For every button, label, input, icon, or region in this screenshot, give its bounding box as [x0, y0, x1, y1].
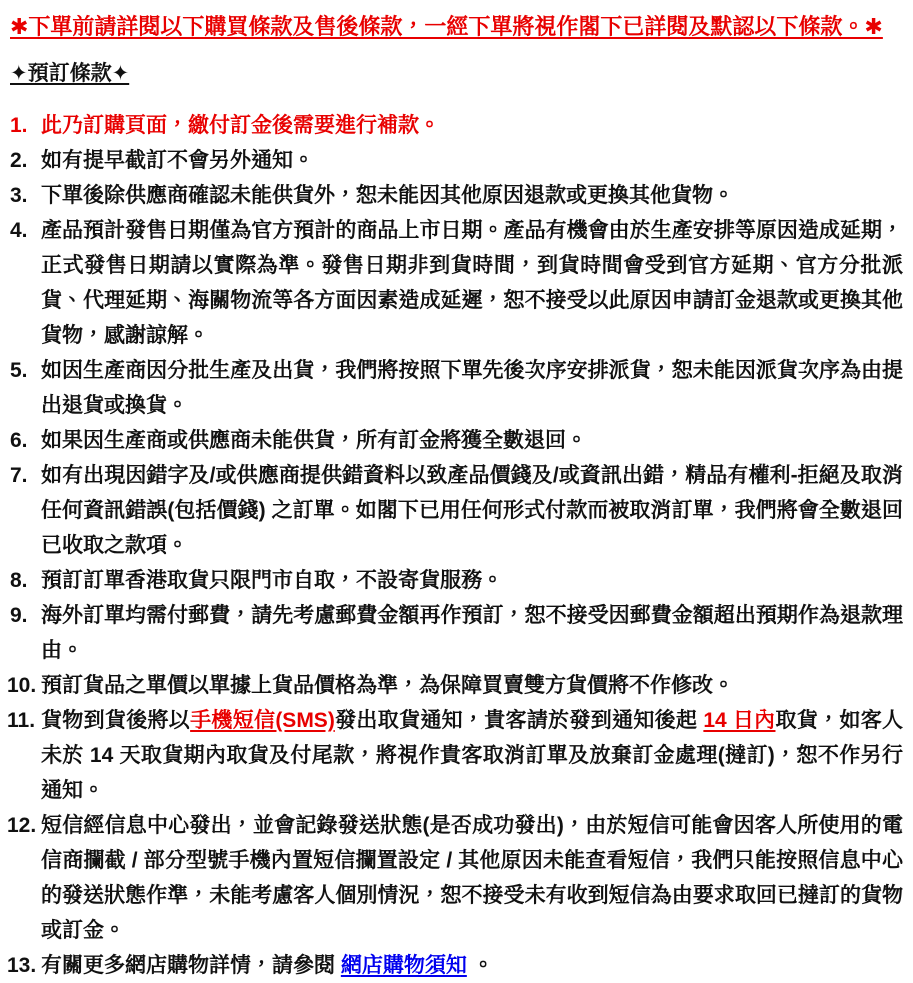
term-text-segment: 短信經信息中心發出，並會記錄發送狀態(是否成功發出)，由於短信可能會因客人所使用的電信商攔截 / 部分型號手機內置短信攔置設定 / 其他原因未能查看短信，我們只能按照信息中心的發送狀態作準，未能考慮客人個別情況，恕不接受未有收到短信為由要求取回已撻訂的貨物或訂金。	[41, 814, 903, 942]
red-underline-emphasis: 14 日內	[703, 709, 776, 732]
term-item	[10, 423, 905, 458]
term-item	[7, 703, 905, 808]
term-item	[10, 563, 905, 598]
term-item	[10, 353, 905, 423]
term-number: 9.	[10, 604, 28, 627]
term-item	[10, 598, 905, 668]
term-number: 8.	[10, 569, 28, 592]
term-text-segment: 此乃訂購頁面，繳付訂金後需要進行補款。	[41, 114, 440, 137]
term-number: 13.	[7, 954, 37, 977]
term-item	[7, 948, 905, 983]
term-number: 3.	[10, 184, 28, 207]
term-text	[41, 184, 734, 207]
term-text	[41, 149, 314, 172]
term-text-segment: 發出取貨通知，貴客請於發到通知後起	[334, 709, 704, 732]
term-text-segment: 海外訂單均需付郵費，請先考慮郵費金額再作預訂，恕不接受因郵費金額超出預期作為退款理由。	[41, 604, 903, 662]
term-text	[41, 814, 903, 942]
term-text	[41, 114, 440, 137]
term-number: 11.	[7, 709, 36, 732]
store-shopping-notice-link[interactable]: 網店購物須知	[340, 954, 467, 977]
pre-order-warning-banner: ✱下單前請詳閱以下購買條款及售後條款，一經下單將視作閣下已詳閱及默認以下條款。✱	[10, 14, 883, 39]
term-item	[7, 808, 905, 948]
term-text-segment: 如因生產商因分批生產及出貨，我們將按照下單先後次序安排派貨，恕未能因派貨次序為由提出退貨或換貨。	[41, 359, 903, 417]
term-text	[41, 359, 903, 417]
term-item	[10, 213, 905, 353]
term-text-segment: 產品預計發售日期僅為官方預計的商品上市日期。產品有機會由於生產安排等原因造成延期，正式發售日期請以實際為準。發售日期非到貨時間，到貨時間會受到官方延期、官方分批派貨、代理延期、海關物流等各方面因素造成延遲，恕不接受以此原因申請訂金退款或更換其他貨物，感謝諒解。	[41, 219, 903, 347]
section-title-text: ✦預訂條款✦	[10, 62, 130, 85]
term-text	[41, 464, 903, 557]
term-text-segment: 如果因生產商或供應商未能供貨，所有訂金將獲全數退回。	[41, 429, 587, 452]
term-number: 5.	[10, 359, 28, 382]
term-text-segment: 預訂訂單香港取貨只限門市自取，不設寄貨服務。	[41, 569, 503, 592]
term-text	[41, 219, 903, 347]
term-number: 1.	[10, 114, 28, 137]
term-item	[10, 458, 905, 563]
term-text-segment: 有關更多網店購物詳情，請參閱	[41, 954, 341, 977]
term-text-segment: 貨物到貨後將以	[41, 709, 191, 732]
term-number: 12.	[7, 814, 37, 837]
term-number: 4.	[10, 219, 28, 242]
term-number: 7.	[10, 464, 28, 487]
term-number: 10.	[7, 674, 37, 697]
term-text	[41, 569, 503, 592]
term-number: 6.	[10, 429, 28, 452]
term-text	[41, 954, 494, 977]
term-text-segment: 如有出現因錯字及/或供應商提供錯資料以致產品價錢及/或資訊出錯，精品有權利-拒絕及取消任何資訊錯誤(包括價錢) 之訂單。如閣下已用任何形式付款而被取消訂單，我們將會全數退回已收取之款項。	[41, 464, 903, 557]
term-text-segment: 下單後除供應商確認未能供貨外，恕未能因其他原因退款或更換其他貨物。	[41, 184, 734, 207]
term-text	[41, 604, 903, 662]
section-title	[10, 61, 905, 87]
term-text-segment: 。	[466, 954, 494, 977]
term-item	[10, 178, 905, 213]
red-underline-emphasis: 手機短信(SMS)	[190, 709, 335, 732]
term-text-segment: 取貨，如客人未於 14 天取貨期內取貨及付尾款，將視作貴客取消訂單及放棄訂金處理(撻訂)，恕不作另行通知。	[41, 709, 903, 802]
term-item	[10, 143, 905, 178]
terms-list	[7, 108, 905, 983]
term-text-segment: 預訂貨品之單價以單據上貨品價格為準，為保障買賣雙方貨價將不作修改。	[41, 674, 734, 697]
term-number: 2.	[10, 149, 28, 172]
term-text	[41, 709, 903, 802]
term-text	[41, 674, 734, 697]
term-item	[10, 108, 905, 143]
term-text	[41, 429, 587, 452]
term-text-segment: 如有提早截訂不會另外通知。	[41, 149, 314, 172]
term-item	[7, 668, 905, 703]
